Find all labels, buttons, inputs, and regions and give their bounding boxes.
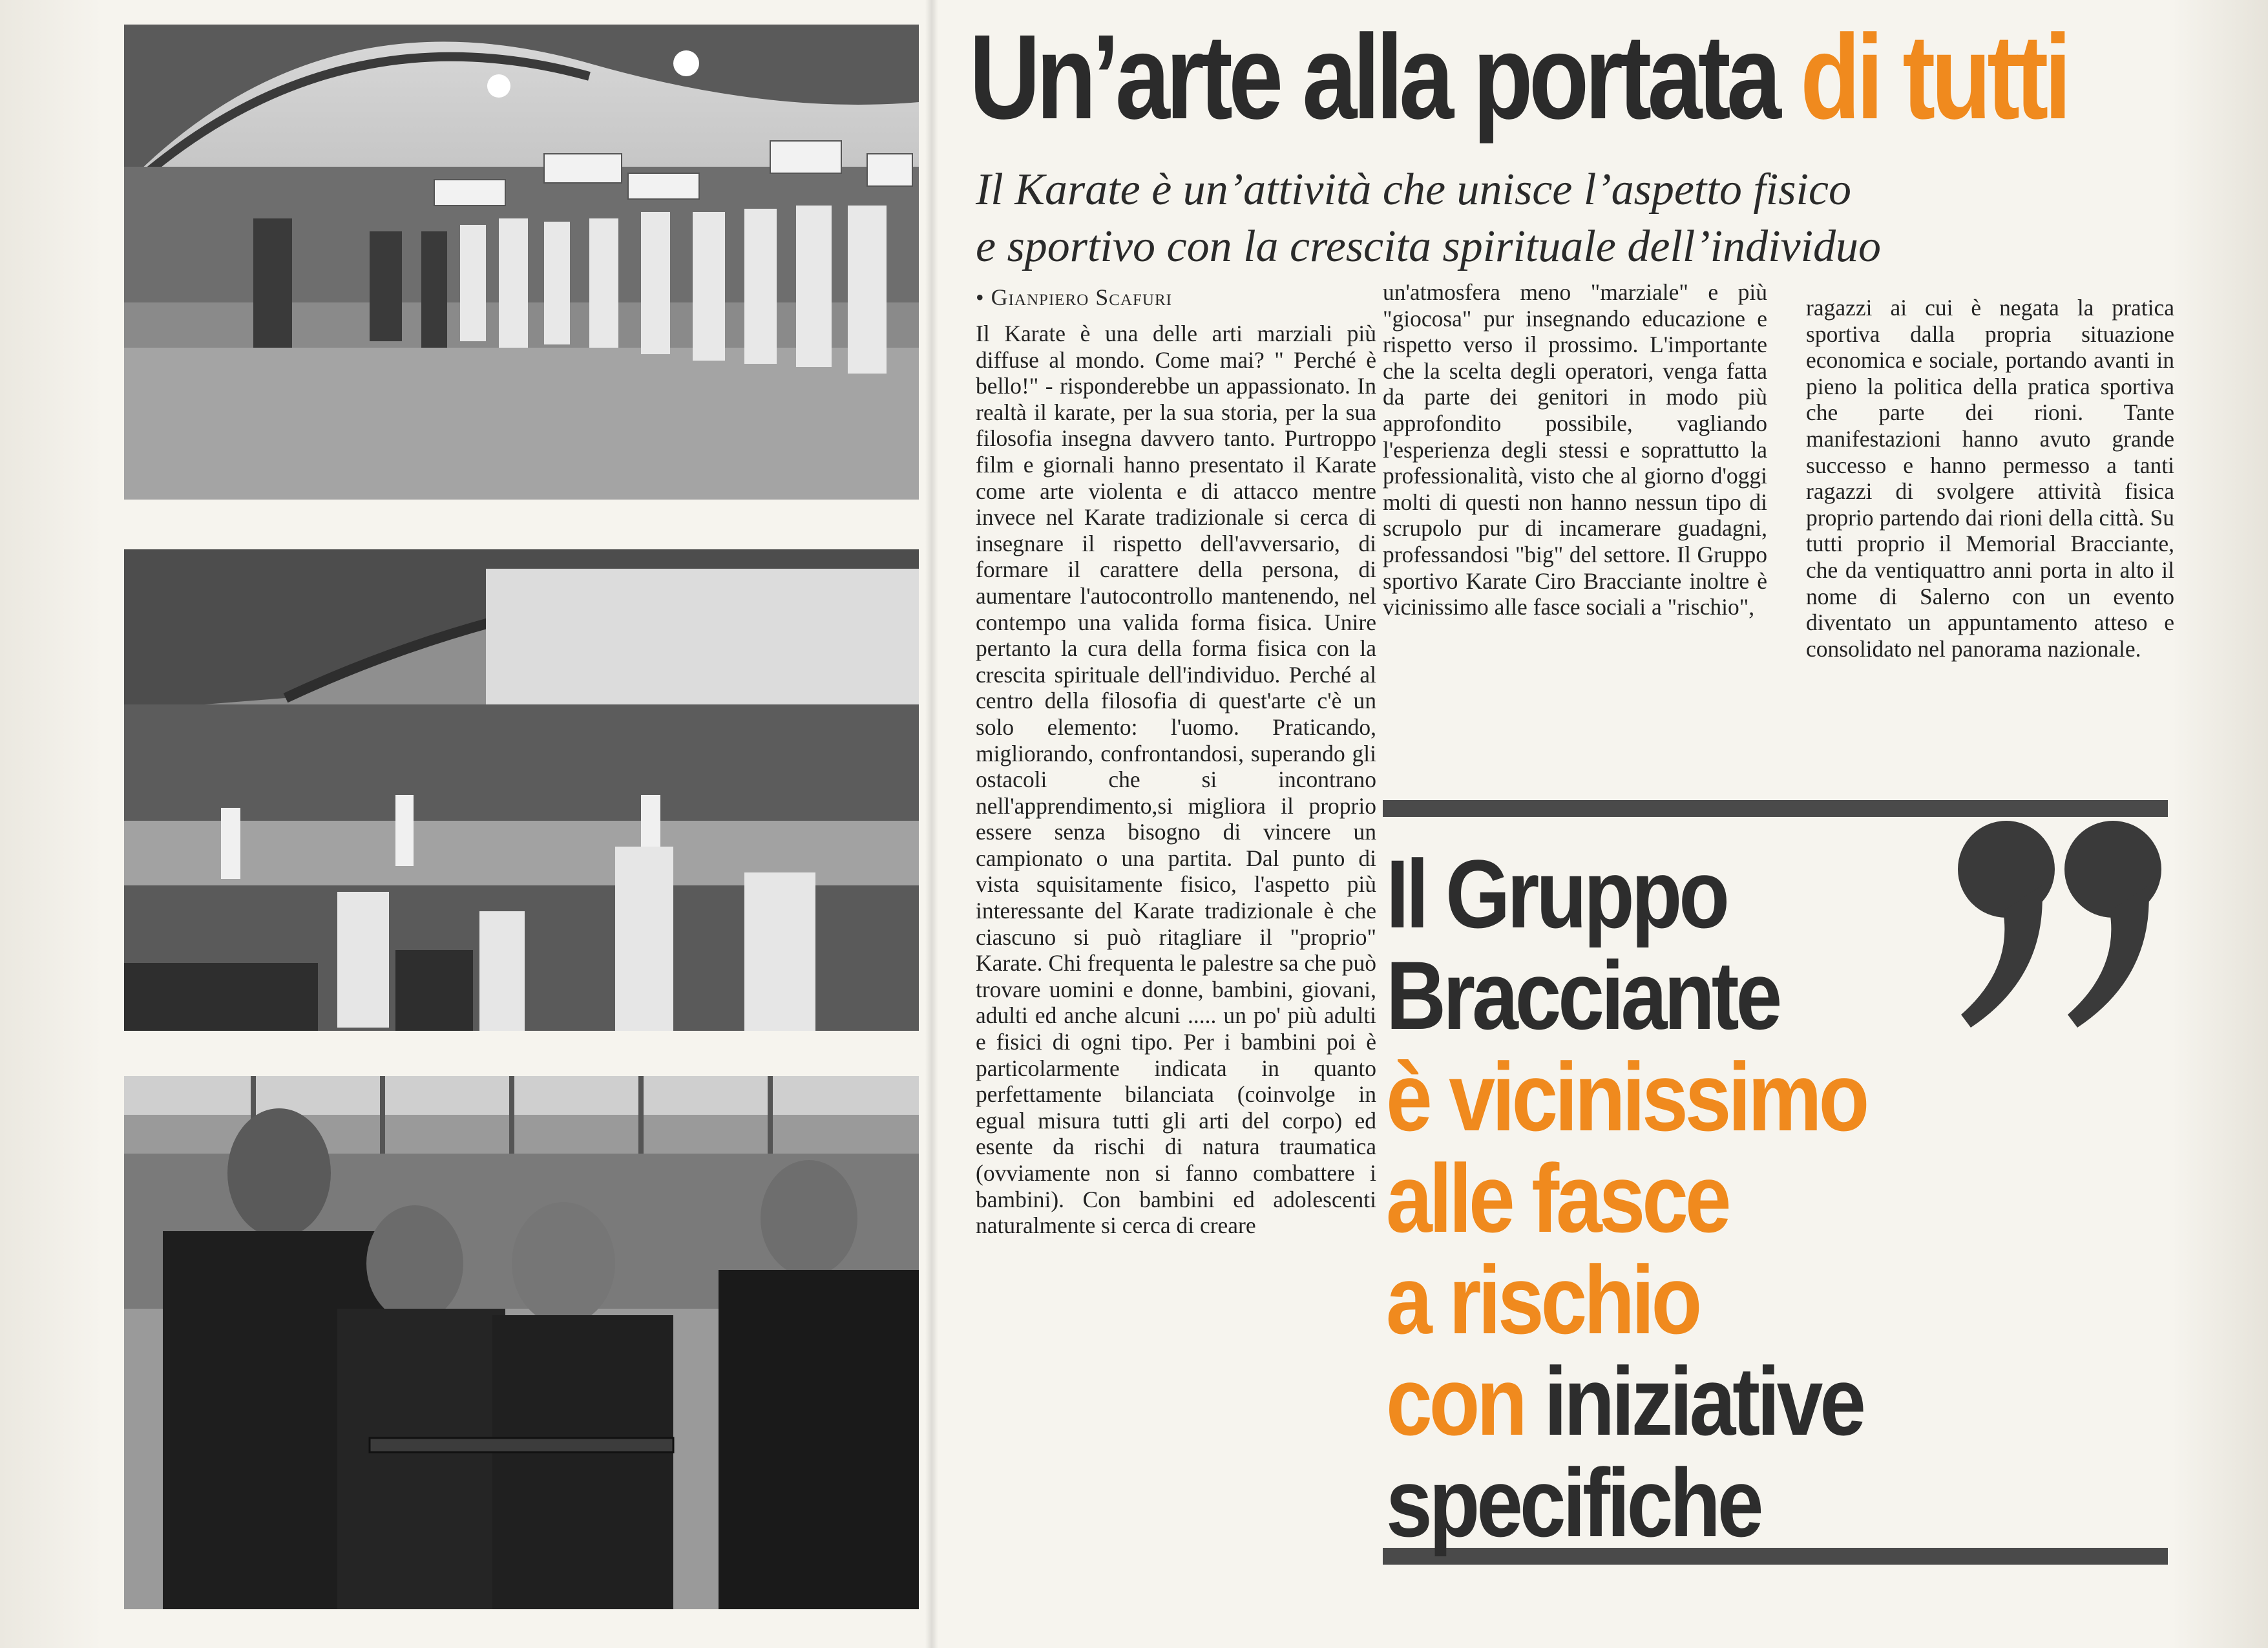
headline-main: Un’arte alla portata (969, 10, 1801, 144)
article-column-3 (1806, 295, 2174, 662)
column-3-text: ragazzi ai cui è negata la pratica sportiva dalla propria situazione economica e sociale, portando avanti in pieno la politica della pratica sportiva che parte dei rioni. Tante manifestazioni hanno avuto grande successo e hanno permesso a tanti ragazzi di svolgere attività fisica proprio partendo dai rioni della città. Su tutti proprio il Memorial Bracciante, che da ventiquattro anni porta in alto il nome di Salerno con un evento diventato un appuntamento atteso e consolidato nel panorama nazionale. (1806, 295, 2174, 662)
article-headline (969, 10, 2068, 144)
article-subhead (976, 162, 2190, 275)
pullquote-line-3: è vicinissimo (1386, 1042, 1867, 1151)
pullquote-line-6 (1386, 1347, 2081, 1455)
article-column-1 (976, 321, 1376, 1239)
pullquote-line-2: Bracciante (1386, 941, 1780, 1050)
pullquote (1386, 840, 2081, 1557)
gymnasium-opening-ceremony-photo (124, 25, 919, 500)
pullquote-line-6-rest: iniziative (1544, 1347, 1863, 1455)
pullquote-line-4: alle fasce (1386, 1144, 1728, 1252)
column-1-text: Il Karate è una delle arti marziali più diffuse al mondo. Come mai? " Perché è bello!" - risponderebbe un appassionato. In realtà il karate, per la sua storia, per la sua filosofia insegna davvero tanto. Purtroppo film e giornali hanno presentato il Karate come arte violenta e di attacco mentre invece nel Karate tradizionale si cerca di insegnare il rispetto dell'avversario, di formare il carattere della persona, di aumentare l'autocontrollo mantenendo, nel contempo una valida forma fisica. Unire pertanto la cura della forma fisica con la crescita spirituale dell'individuo. Perché al centro della filosofia di quest'arte c'è un solo elemento: l'uomo. Praticando, migliorando, confrontandosi, superando gli ostacoli che si incontrano nell'apprendimento,si migliora il proprio essere senza bisogno di vincere un campionato o una partita. Dal punto di vista squisitamente fisico, l'aspetto più interessante del Karate tradizionale è che ciascuno si può ritagliare il "proprio" Karate. Chi frequenta le palestre sa che può trovare uomini e donne, bambini, giovani, adulti ed anche alcuni ..... un po' più adulti e fisici di ogni tipo. Per i bambini poi è particolarmente indicata in quanto perfettamente bilanciata (coinvolge in egual misura tutti gli arti del corpo) ed esente da rischi di natura traumatica (ovviamente non si fanno combattere i bambini). Con bambini ed adolescenti naturalmente si cerca di creare (976, 321, 1376, 1239)
pullquote-line-7: specifiche (1386, 1448, 1761, 1557)
subhead-line-2: e sportivo con la crescita spirituale dell’individuo (976, 222, 1882, 271)
article-byline: • Gianpiero Scafuri (976, 284, 1172, 310)
pullquote-line-5: a rischio (1386, 1245, 1699, 1354)
subhead-line-1: Il Karate è un’attività che unisce l’aspetto fisico (976, 165, 1851, 215)
headline-accent: di tutti (1800, 10, 2068, 144)
article-column-2 (1383, 279, 1767, 620)
group-of-men-with-award-photo (124, 1076, 919, 1609)
pullquote-line-6-accent: con (1386, 1347, 1544, 1455)
page-fold-shadow (925, 0, 938, 1648)
gymnasium-tournament-crowd-photo (124, 549, 919, 1031)
pullquote-line-1: Il Gruppo (1386, 840, 1727, 948)
column-2-text: un'atmosfera meno "marziale" e più "giocosa" pur insegnando educazione e rispetto verso il prossimo. L'importante che la scelta degli operatori, venga fatta da parte dei genitori in modo più approfondito possibile, vagliando l'esperienza degli stessi e soprattutto la professionalità, visto che al giorno d'oggi molti di questi non hanno nessun tipo di scrupolo pur di incamerare guadagni, professandosi "big" del settore. Il Gruppo sportivo Karate Ciro Bracciante inoltre è vicinissimo alle fasce sociali a "rischio", (1383, 279, 1767, 620)
